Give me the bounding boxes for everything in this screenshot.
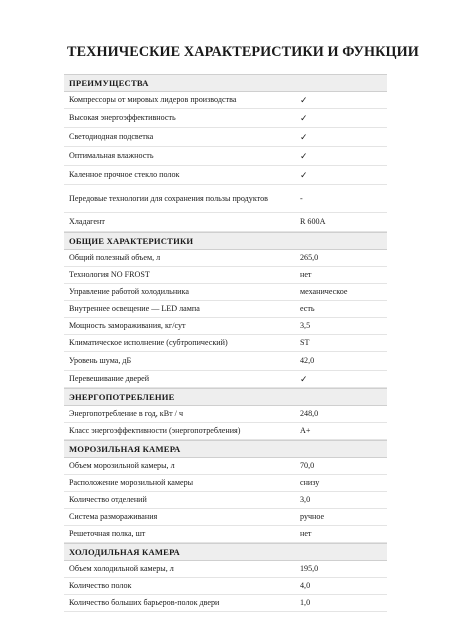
- spec-row: [64, 406, 387, 423]
- check-icon: ✓: [300, 132, 308, 142]
- spec-label: Объем морозильной камеры, л: [69, 461, 175, 470]
- spec-label: Класс энергоэффективности (энергопотребления): [69, 426, 241, 435]
- spec-row: [64, 92, 387, 109]
- spec-label: Оптимальная влажность: [69, 151, 154, 160]
- spec-label: Объем холодильной камеры, л: [69, 564, 174, 573]
- spec-row: [64, 166, 387, 185]
- spec-table: [64, 74, 387, 612]
- spec-value: нет: [300, 529, 312, 538]
- spec-row: [64, 147, 387, 166]
- spec-label: Общий полезный объем, л: [69, 253, 161, 262]
- spec-value: есть: [300, 304, 315, 313]
- spec-label: Расположение морозильной камеры: [69, 478, 194, 487]
- spec-row: [64, 318, 387, 335]
- spec-value: 195,0: [300, 564, 319, 573]
- spec-row: [64, 526, 387, 543]
- spec-value: -: [300, 193, 303, 203]
- spec-row: [64, 185, 387, 213]
- spec-row: [64, 578, 387, 595]
- spec-value: 4,0: [300, 581, 311, 590]
- check-icon: ✓: [300, 151, 308, 161]
- spec-value: 3,5: [300, 321, 311, 330]
- spec-label: Уровень шума, дБ: [69, 356, 132, 365]
- spec-row: [64, 475, 387, 492]
- spec-label: Внутреннее освещение — LED лампа: [69, 304, 200, 313]
- check-icon: ✓: [300, 374, 308, 384]
- spec-value: 3,0: [300, 495, 311, 504]
- spec-label: Количество отделений: [69, 495, 147, 504]
- spec-value: A+: [300, 426, 311, 435]
- spec-row: [64, 213, 387, 232]
- spec-label: Количество больших барьеров-полок двери: [69, 598, 220, 607]
- spec-value: 42,0: [300, 356, 315, 365]
- spec-label: Передовые технологии для сохранения пользы продуктов: [69, 193, 268, 203]
- spec-label: Количество полок: [69, 581, 132, 590]
- spec-row: [64, 371, 387, 388]
- spec-label: Система размораживания: [69, 512, 158, 521]
- spec-value: 70,0: [300, 461, 315, 470]
- spec-value: R 600A: [300, 217, 326, 226]
- spec-value: 265,0: [300, 253, 319, 262]
- section-heading: ЭНЕРГОПОТРЕБЛЕНИЕ: [64, 388, 387, 406]
- spec-row: [64, 284, 387, 301]
- spec-value: 1,0: [300, 598, 311, 607]
- spec-value: механическое: [300, 287, 348, 296]
- spec-label: Перевешивание дверей: [69, 374, 150, 383]
- spec-label: Высокая энергоэффективность: [69, 113, 176, 122]
- spec-label: Энергопотребление в год, кВт / ч: [69, 409, 184, 418]
- spec-label: Хладагент: [69, 217, 105, 226]
- check-icon: ✓: [300, 170, 308, 180]
- section-heading: МОРОЗИЛЬНАЯ КАМЕРА: [64, 440, 387, 458]
- spec-label: Климатическое исполнение (субтропический): [69, 338, 228, 347]
- check-icon: ✓: [300, 95, 308, 105]
- spec-row: [64, 335, 387, 352]
- spec-row: [64, 267, 387, 284]
- section-heading: ХОЛОДИЛЬНАЯ КАМЕРА: [64, 543, 387, 561]
- spec-row: [64, 561, 387, 578]
- spec-label: Компрессоры от мировых лидеров производства: [69, 95, 237, 104]
- spec-value: нет: [300, 270, 312, 279]
- spec-label: Управление работой холодильника: [69, 287, 189, 296]
- spec-row: [64, 458, 387, 475]
- check-icon: ✓: [300, 113, 308, 123]
- spec-label: Технология NO FROST: [69, 270, 150, 279]
- spec-row: [64, 595, 387, 612]
- spec-value: снизу: [300, 478, 320, 487]
- spec-row: [64, 301, 387, 318]
- spec-row: [64, 109, 387, 128]
- spec-label: Светодиодная подсветка: [69, 132, 154, 141]
- section-heading: ОБЩИЕ ХАРАКТЕРИСТИКИ: [64, 232, 387, 250]
- page-title: ТЕХНИЧЕСКИЕ ХАРАКТЕРИСТИКИ И ФУНКЦИИ: [67, 44, 419, 60]
- spec-label: Мощность замораживания, кг/сут: [69, 321, 186, 330]
- spec-row: [64, 509, 387, 526]
- spec-row: [64, 250, 387, 267]
- spec-row: [64, 352, 387, 371]
- spec-row: [64, 128, 387, 147]
- spec-row: [64, 492, 387, 509]
- spec-row: [64, 423, 387, 440]
- spec-label: Каленное прочное стекло полок: [69, 170, 180, 179]
- spec-value: ST: [300, 338, 310, 347]
- spec-label: Решеточная полка, шт: [69, 529, 146, 538]
- spec-value: ручное: [300, 512, 325, 521]
- section-heading: ПРЕИМУЩЕСТВА: [64, 74, 387, 92]
- spec-value: 248,0: [300, 409, 319, 418]
